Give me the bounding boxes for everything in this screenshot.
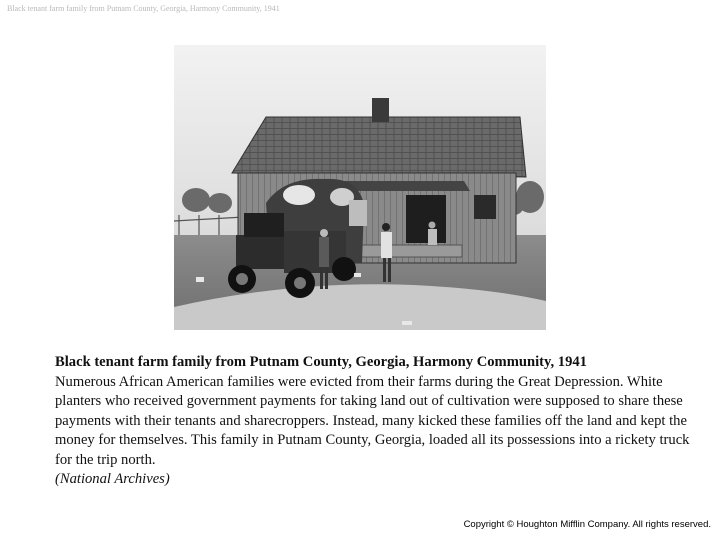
photo-chimney [372, 98, 389, 122]
caption-body: Numerous African American families were evicted from their farms during the Great Depression. White planters who received government payments for taking land out of cultivation were supposed to share these payments with their tenants and sharecroppers. Instead, many kicked these families off the land and kept the money for themselves. This family in Putnam County, Georgia, loaded all its possessions into a rickety truck for the trip north. [55, 373, 690, 468]
copyright-notice: Copyright © Houghton Mifflin Company. All rights reserved. [463, 519, 711, 530]
photo-caption [55, 353, 705, 490]
caption-source: (National Archives) [55, 471, 170, 487]
photo-house-roof [232, 117, 526, 177]
photo-porch-roof [340, 181, 470, 191]
photo-house-window [474, 195, 496, 219]
photo-house-door [406, 195, 446, 243]
slide-header-title: Black tenant farm family from Putnam County, Georgia, Harmony Community, 1941 [7, 4, 280, 13]
caption-title: Black tenant farm family from Putnam County, Georgia, Harmony Community, 1941 [55, 354, 587, 370]
photo-porch [352, 245, 462, 257]
historical-photograph [174, 45, 546, 330]
